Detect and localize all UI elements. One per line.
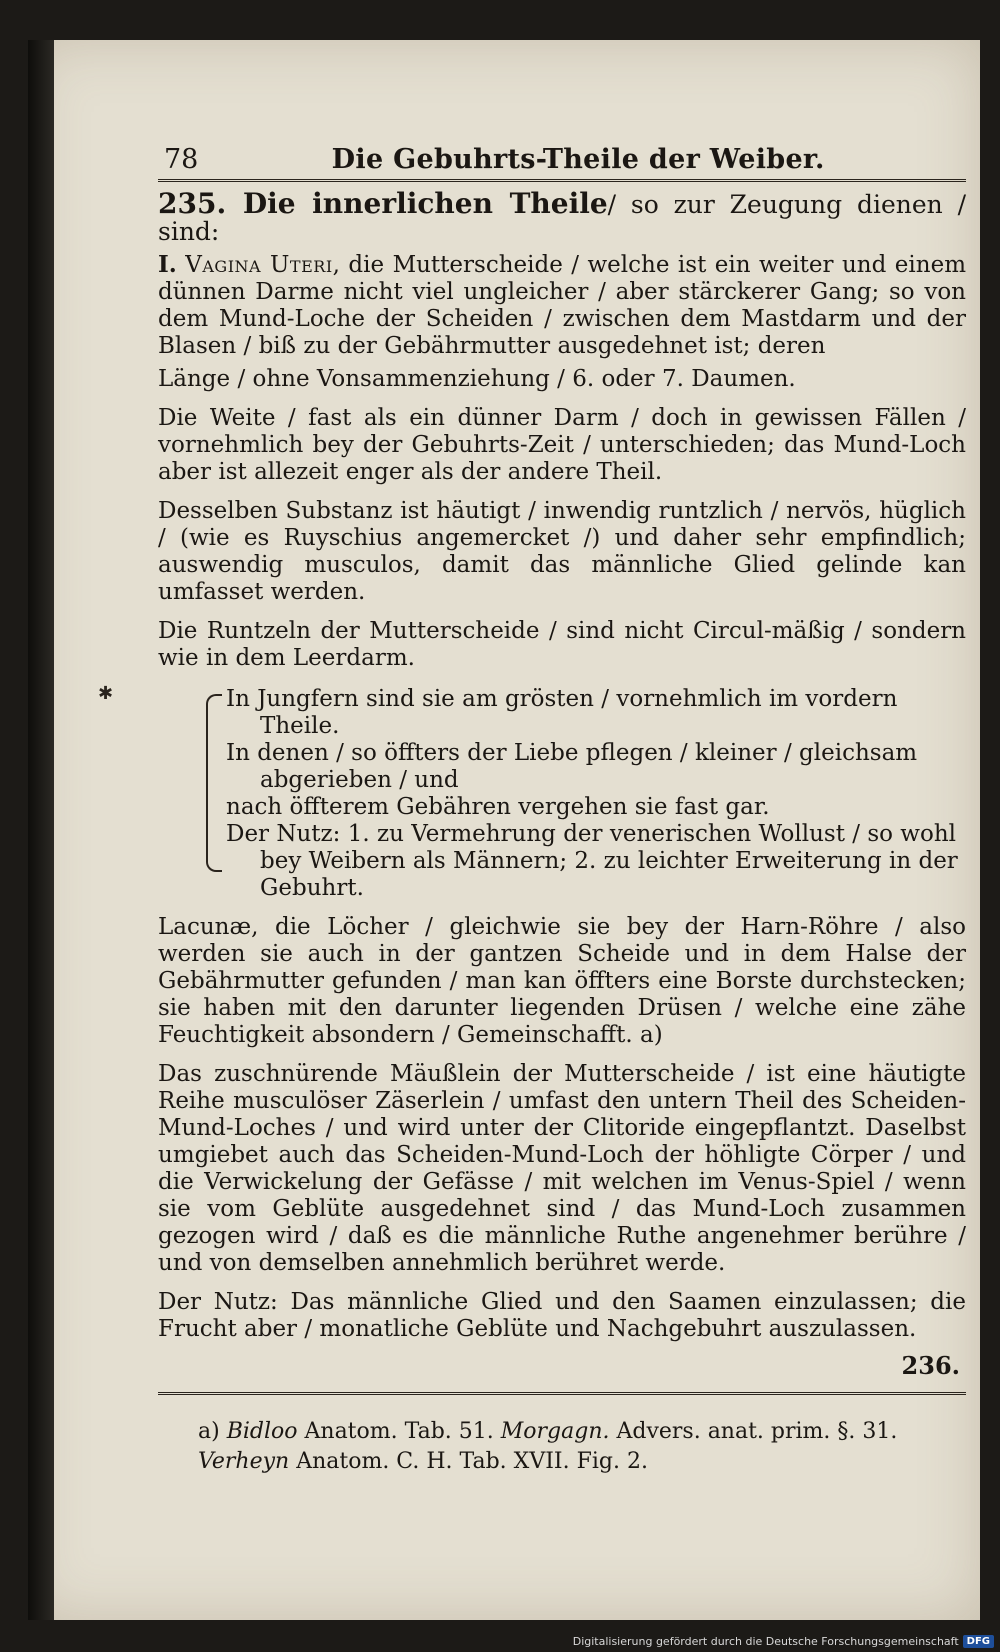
margin-mark: ✱ bbox=[98, 683, 114, 704]
curly-brace bbox=[206, 694, 222, 872]
weite-paragraph: Die Weite / fast als ein dünner Darm / doch in gewissen Fällen / vornehmlich bey der Gebuhrts-Zeit / unterschieden; das Mund-Loch aber ist allezeit enger als der andere Theil. bbox=[158, 405, 966, 485]
running-title: Die Gebuhrts-Theile der Weiber. bbox=[331, 144, 825, 175]
footnotes bbox=[158, 1417, 966, 1477]
maeuslein-paragraph: Das zuschnürende Mäußlein der Mutterscheide / ist eine häutigte Reihe musculöser Zäserlein / umfast den untern Theil des Scheiden-Mund-Loches / und wird unter der Clitoride eingepflantzt. Daselbst umgiebet auch das Scheiden-Mund-Loch der höhligte Cörper / und die Verwickelung der Gefässe / mit welchen im Venus-Spiel / wenn sie vom Geblüte ausgedehnet sind / das Mund-Loch zusammen gezogen wird / daß es die männliche Ruthe angenehmer berühre / und von demselben annehmlich berühret werde. bbox=[158, 1061, 966, 1276]
runtzeln-paragraph: Die Runtzeln der Mutterscheide / sind nicht Circul-mäßig / sondern wie in dem Leerdarm. bbox=[158, 618, 966, 671]
footnote-rule bbox=[158, 1392, 966, 1395]
brace-list: In Jungfern sind sie am grösten / vornehmlich im vordern Theile. In denen / so öffters der Liebe pflegen / kleiner / gleichsam abgerieben / und nach öffterem Gebähren vergehen sie fast gar. Der Nutz: 1. zu Vermehrung der venerischen Wollust / so wohl bey Weibern als Männern; 2. zu leichter Erweiterung in der Gebuhrt. bbox=[158, 686, 966, 902]
digitization-credit bbox=[573, 1635, 994, 1648]
credit-text: Digitalisierung gefördert durch die Deutsche Forschungsgemeinschaft bbox=[572, 1635, 959, 1648]
page-number: 78 bbox=[164, 144, 199, 175]
catchword: 236. bbox=[901, 1351, 960, 1380]
vagina-paragraph: I. Vagina Uteri, die Mutterscheide / welche ist ein weiter und einem dünnen Darme nicht viel ungleicher / aber stärckerer Gang; so von dem Mund-Loche der Scheiden / zwischen dem Mastdarm und der Blasen / biß zu der Gebährmutter ausgedehnet ist; deren bbox=[158, 251, 967, 359]
brace-item-nutz: Der Nutz: 1. zu Vermehrung der venerischen Wollust / so wohl bbox=[226, 821, 956, 847]
substanz-paragraph: Desselben Substanz ist häutigt / inwendig runtzlich / nervös, hüglich / (wie es Ruyschius angemercket /) und daher sehr empfindlich; auswendig musculos, damit das männliche Glied gelinde kan umfasset werden. bbox=[158, 498, 966, 605]
book-page bbox=[28, 40, 980, 1620]
section-235-heading: 235. Die innerlichen Theile/ so zur Zeugung dienen / sind: bbox=[158, 187, 966, 246]
page-text bbox=[158, 144, 966, 1477]
footnote-line-2: Verheyn Anatom. C. H. Tab. XVII. Fig. 2. bbox=[198, 1449, 648, 1474]
brace-item-gebaehren: nach öffterem Gebähren vergehen sie fast gar. bbox=[226, 794, 770, 820]
book-spine bbox=[28, 40, 54, 1620]
nutz-paragraph: Der Nutz: Das männliche Glied und den Saamen einzulassen; die Frucht aber / monatliche Geblüte und Nachgebuhrt auszulassen. bbox=[158, 1289, 966, 1342]
brace-item-jungfern: In Jungfern sind sie am grösten / vornehmlich im vordern bbox=[226, 686, 898, 712]
running-header bbox=[158, 144, 966, 182]
lacunae-paragraph: Lacunæ, die Löcher / gleichwie sie bey der Harn-Röhre / also werden sie auch in der gantzen Scheide und in dem Halse der Gebährmutter gefunden / man kan öffters eine Borste durchstecken; sie haben mit den darunter liegenden Drüsen / welche eine zähe Feuchtigkeit absondern / Gemeinschafft. a) bbox=[158, 914, 966, 1048]
brace-item-denen: In denen / so öffters der Liebe pflegen / kleiner / gleichsam bbox=[226, 740, 918, 766]
laenge-paragraph: Länge / ohne Vonsammenziehung / 6. oder 7. Daumen. bbox=[158, 366, 796, 392]
dfg-logo: DFG bbox=[963, 1635, 994, 1648]
footnote-line-1: a) Bidloo Anatom. Tab. 51. Morgagn. Advers. anat. prim. §. 31. bbox=[198, 1419, 898, 1444]
